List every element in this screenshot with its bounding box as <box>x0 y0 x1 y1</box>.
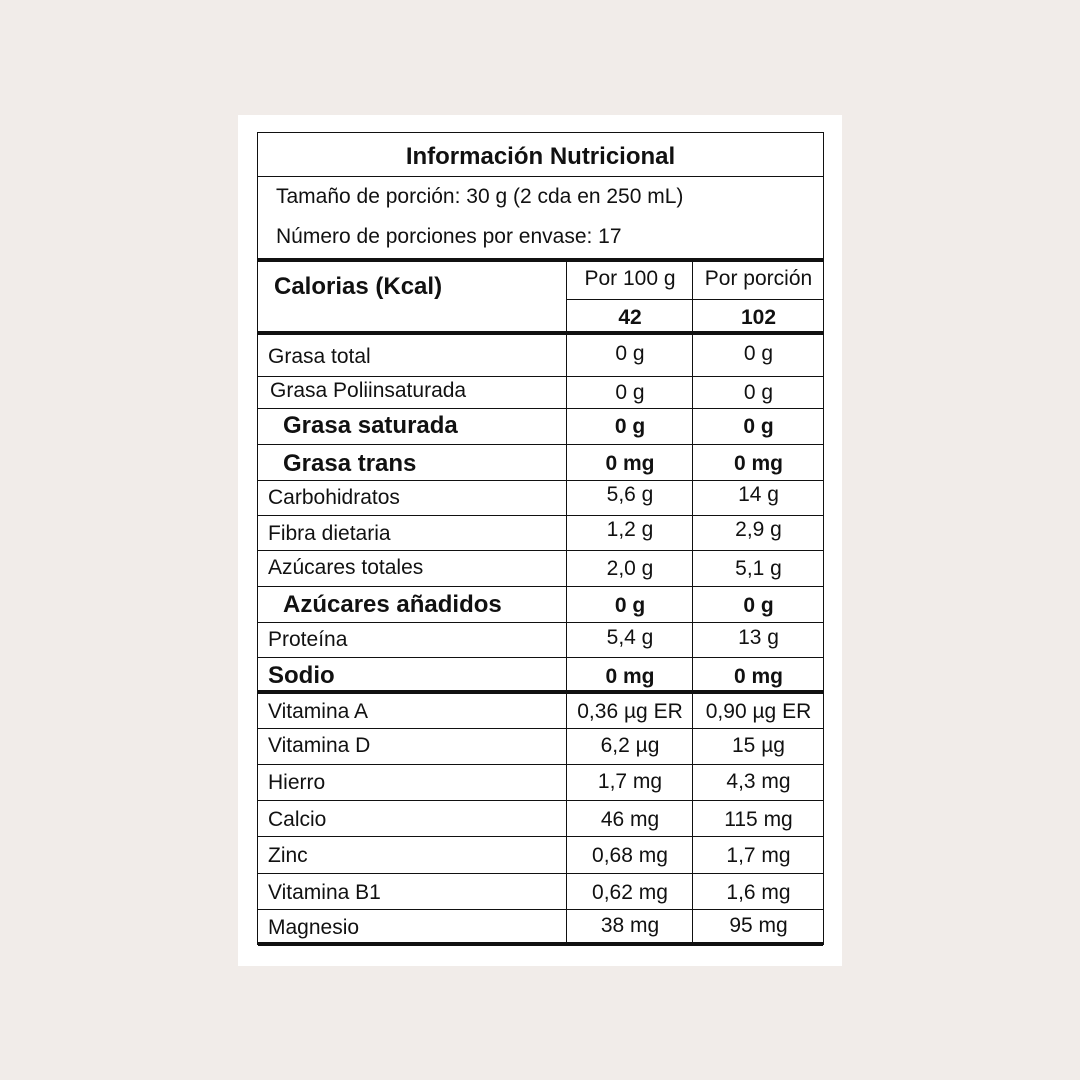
calories-per-serving: 102 <box>740 306 777 329</box>
vitamin-per100: 6,2 µg <box>600 734 660 757</box>
servings-per-container: Número de porciones por envase: 17 <box>276 225 622 248</box>
column-header-per100: Por 100 g <box>584 267 676 290</box>
nutrient-name: Sodio <box>268 662 335 689</box>
vitamin-per-serving: 95 mg <box>729 914 788 937</box>
nutrient-name: Azúcares totales <box>268 556 424 579</box>
nutrient-row <box>258 377 823 408</box>
nutrient-per100: 1,2 g <box>606 518 654 541</box>
nutrient-per100: 0 g <box>615 381 645 404</box>
vitamin-per-serving: 115 mg <box>724 808 793 831</box>
divider-thick <box>258 258 823 262</box>
vitamin-per100: 0,68 mg <box>592 844 668 867</box>
nutrient-name: Fibra dietaria <box>268 522 391 545</box>
vitamin-per100: 46 mg <box>600 808 660 831</box>
divider-thick <box>258 942 823 946</box>
nutrient-per-serving: 5,1 g <box>735 557 782 580</box>
nutrient-name: Carbohidratos <box>268 486 400 509</box>
vitamin-name: Magnesio <box>268 916 360 939</box>
vitamin-per-serving: 1,6 mg <box>726 881 791 904</box>
nutrition-facts-table <box>257 132 824 945</box>
nutrient-per-serving: 0 g <box>743 381 774 404</box>
vitamin-name: Vitamina B1 <box>268 881 381 904</box>
vitamin-row <box>258 874 823 909</box>
vitamin-per-serving: 15 µg <box>732 734 785 757</box>
nutrient-per-serving: 2,9 g <box>735 518 782 541</box>
vitamin-name: Zinc <box>268 844 308 867</box>
vitamin-per100: 0,36 µg ER <box>577 700 683 723</box>
nutrient-row <box>258 658 823 690</box>
nutrient-row <box>258 551 823 586</box>
nutrient-per100: 0 mg <box>605 665 655 688</box>
vitamin-row <box>258 729 823 764</box>
vitamin-per100: 1,7 mg <box>597 770 663 793</box>
nutrient-per100: 5,4 g <box>606 626 654 649</box>
vitamin-per-serving: 4,3 mg <box>726 770 791 793</box>
nutrient-row <box>258 409 823 444</box>
nutrient-name: Grasa Poliinsaturada <box>270 379 467 402</box>
vitamin-row <box>258 910 823 943</box>
vitamin-name: Vitamina D <box>268 734 371 757</box>
nutrient-per-serving: 13 g <box>738 626 779 649</box>
vitamin-row <box>258 801 823 836</box>
nutrient-name: Azúcares añadidos <box>283 591 502 618</box>
nutrient-per-serving: 0 mg <box>733 665 783 688</box>
vitamin-row <box>258 694 823 728</box>
nutrient-name: Grasa total <box>268 345 371 368</box>
nutrient-per-serving: 0 g <box>743 415 774 438</box>
nutrient-per100: 0 g <box>615 342 645 365</box>
serving-size: Tamaño de porción: 30 g (2 cda en 250 mL) <box>276 185 684 208</box>
nutrient-name: Grasa trans <box>283 450 417 477</box>
vitamin-name: Hierro <box>268 771 326 794</box>
nutrient-row <box>258 587 823 622</box>
vitamin-per100: 0,62 mg <box>592 881 668 904</box>
nutrient-per100: 0 mg <box>605 452 655 475</box>
nutrient-row <box>258 516 823 550</box>
nutrient-row <box>258 481 823 515</box>
column-header-per-serving: Por porción <box>704 267 813 290</box>
nutrient-per100: 2,0 g <box>606 557 654 580</box>
vitamin-per-serving: 1,7 mg <box>726 844 791 867</box>
nutrient-per100: 0 g <box>614 594 646 617</box>
nutrient-per100: 0 g <box>614 415 646 438</box>
nutrient-per-serving: 0 mg <box>733 452 783 475</box>
vitamin-name: Vitamina A <box>268 700 369 723</box>
vitamin-row <box>258 765 823 800</box>
nutrient-per-serving: 0 g <box>743 594 774 617</box>
calories-per100: 42 <box>618 306 642 329</box>
nutrient-row <box>258 445 823 480</box>
nutrient-per-serving: 14 g <box>738 483 779 506</box>
nutrient-per-serving: 0 g <box>743 342 774 365</box>
vitamin-row <box>258 837 823 873</box>
nutrient-per100: 5,6 g <box>606 483 654 506</box>
calories-label: Calorias (Kcal) <box>274 273 443 300</box>
nutrient-row <box>258 623 823 657</box>
divider-header <box>566 299 824 300</box>
nutrient-name: Proteína <box>268 628 348 651</box>
vitamin-per-serving: 0,90 µg ER <box>705 700 812 723</box>
vitamin-per100: 38 mg <box>600 914 660 937</box>
nutrient-row <box>258 335 823 376</box>
vitamin-name: Calcio <box>268 808 327 831</box>
nutrient-name: Grasa saturada <box>283 412 458 439</box>
label-title: Información Nutricional <box>258 133 823 177</box>
